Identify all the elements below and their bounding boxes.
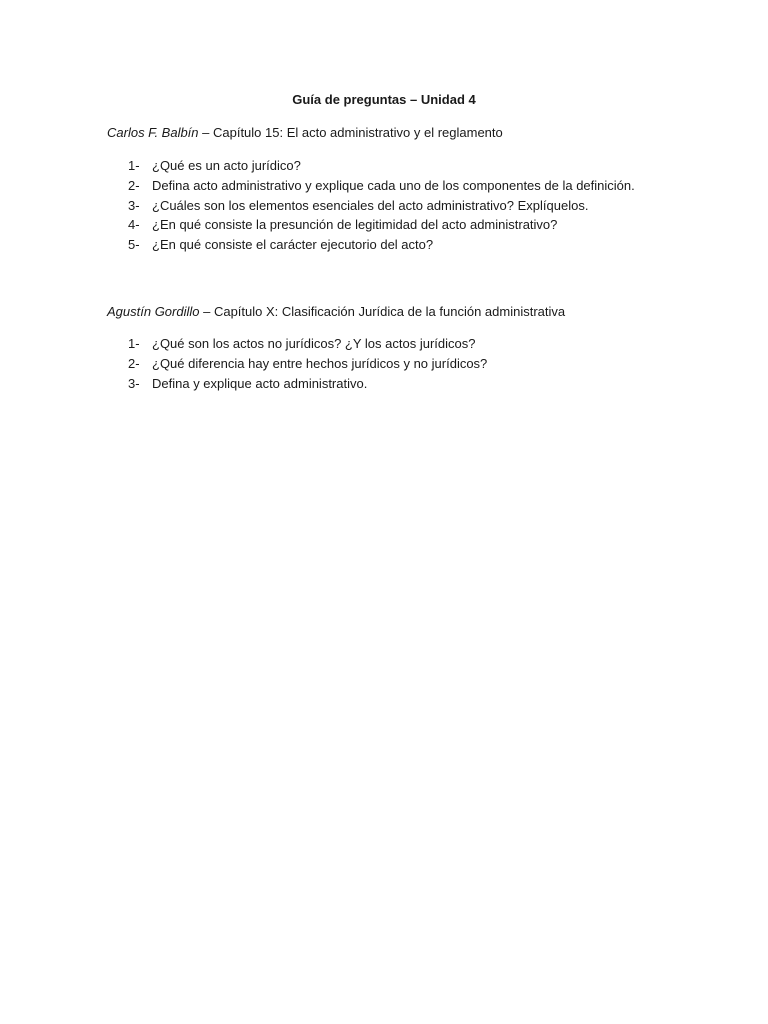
- list-item: [128, 176, 635, 196]
- list-item: [128, 374, 487, 394]
- section-heading-gordillo: [107, 303, 565, 321]
- question-text: ¿Qué es un acto jurídico?: [152, 158, 301, 173]
- question-number: 1-: [128, 336, 140, 351]
- question-text: ¿Cuáles son los elementos esenciales del acto administrativo? Explíquelos.: [152, 197, 589, 213]
- section-chapter: – Capítulo 15: El acto administrativo y el reglamento: [198, 125, 503, 140]
- question-text: ¿Qué son los actos no jurídicos? ¿Y los actos jurídicos?: [152, 336, 476, 351]
- section-author: Carlos F. Balbín: [107, 125, 199, 140]
- question-text: ¿En qué consiste el carácter ejecutorio del acto?: [152, 237, 434, 253]
- question-list-gordillo: [128, 334, 487, 393]
- question-list-balbin: [128, 156, 635, 255]
- page-title: Guía de preguntas – Unidad 4: [292, 92, 476, 107]
- section-chapter: – Capítulo X: Clasificación Jurídica de la función administrativa: [199, 304, 566, 319]
- list-item: [128, 235, 635, 255]
- section-author: Agustín Gordillo: [107, 304, 200, 319]
- section-heading-balbin: [107, 124, 503, 142]
- question-number: 3-: [128, 375, 140, 391]
- question-number: 2-: [128, 355, 140, 371]
- question-text: Defina acto administrativo y explique cada uno de los componentes de la definición.: [152, 177, 635, 193]
- question-number: 1-: [128, 158, 140, 173]
- list-item: [128, 354, 487, 374]
- question-text: ¿En qué consiste la presunción de legitimidad del acto administrativo?: [152, 217, 558, 233]
- list-item: [128, 196, 635, 216]
- list-item: [128, 334, 487, 354]
- question-number: 4-: [128, 217, 140, 233]
- list-item: [128, 156, 635, 176]
- question-text: ¿Qué diferencia hay entre hechos jurídicos y no jurídicos?: [152, 355, 488, 371]
- list-item: [128, 215, 635, 235]
- question-number: 5-: [128, 237, 140, 253]
- question-number: 3-: [128, 197, 140, 213]
- question-text: Defina y explique acto administrativo.: [152, 375, 368, 391]
- question-number: 2-: [128, 177, 140, 193]
